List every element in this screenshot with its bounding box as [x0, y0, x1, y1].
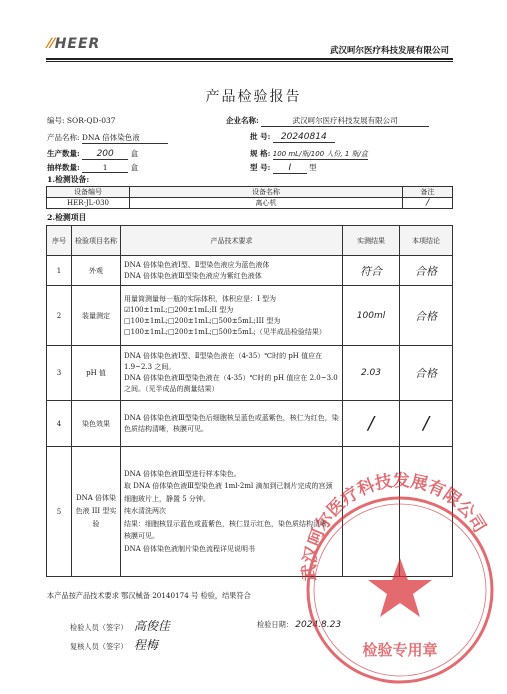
equipment-table-header	[47, 187, 453, 198]
row-item: pH 值	[72, 346, 121, 401]
col-equipment-note: 备注	[403, 187, 453, 198]
svg-text:检验专用章: 检验专用章	[362, 641, 438, 659]
stamp-star-icon	[368, 558, 432, 617]
row-conclusion: /	[400, 401, 453, 447]
row-conclusion: 合格	[400, 346, 453, 401]
conclusion-line: 本产品按产品技术要求 鄂汉械备 20140174 号 检验，结果符合	[47, 591, 251, 600]
col-requirement: 产品技术要求	[121, 226, 343, 256]
row-result: 100ml	[343, 286, 400, 346]
enterprise-name: 企业名称: 武汉呵尔医疗科技发展有限公司	[226, 115, 429, 127]
row-no: 4	[47, 401, 72, 447]
row-requirement: DNA 倍体染色液Ⅰ型、Ⅱ型染色液应为蓝色液体 DNA 倍体染色液Ⅲ型染色液应为紫红色液体	[121, 256, 343, 286]
reviewer-signature-line: 复核人员（签字） 程梅	[70, 638, 158, 652]
table-row	[47, 286, 453, 346]
inspection-date: 检验日期： 2024.8.23	[257, 620, 342, 630]
document-title: 产品检验报告	[205, 89, 302, 105]
row-no: 2	[47, 286, 72, 346]
product-name: 产品名称: DNA 倍体染色液	[47, 132, 168, 144]
reviewer-signature: 程梅	[133, 638, 158, 652]
row-requirement: DNA 倍体染色液Ⅲ型染色后细胞核呈蓝色或蓝紫色，核仁为红色，染色质结构清晰，核膜可见。	[121, 401, 343, 447]
row-no: 5	[47, 447, 72, 577]
col-item: 检验项目名称	[72, 226, 121, 256]
row-conclusion: 合格	[400, 286, 453, 346]
row-item: 外观	[72, 256, 121, 286]
col-equipment-id: 设备编号	[47, 187, 130, 198]
equipment-id: HER-JL-030	[47, 198, 130, 209]
equipment-note: /	[403, 198, 453, 209]
production-quantity: 生产数量: 200 盒	[47, 149, 139, 159]
batch-number: 批 号: 20240814	[250, 131, 335, 143]
col-conclusion: 本项结论	[400, 226, 453, 256]
col-result: 实测结果	[343, 226, 400, 256]
row-requirement: DNA 倍体染色液Ⅲ型进行样本染色。 取 DNA 倍体染色液Ⅲ型染色液 1ml-2ml 滴加到已制片完成的宫颈细胞玻片上，静置 5 分钟。 纯水清洗两次 结果：细胞核显示蓝色或蓝紫色，核仁显示红色，染色质结构清晰，核膜可见。 DNA 倍体染色液制片染色流程详见说明书	[121, 447, 343, 577]
inspection-stamp	[290, 470, 507, 690]
stamp-seal-icon	[290, 470, 507, 690]
equipment-table	[46, 186, 453, 209]
row-item: DNA 倍体染色液 III 型实验	[72, 447, 121, 577]
model: 型 号: I 型	[250, 163, 317, 173]
table-row	[47, 198, 453, 209]
header-company-name: 武汉呵尔医疗科技发展有限公司	[329, 46, 449, 56]
inspection-date-value: 2024.8.23	[295, 620, 342, 630]
row-item: 装量测定	[72, 286, 121, 346]
header-rule	[46, 58, 453, 60]
inspector-signature: 高俊佳	[133, 619, 170, 633]
row-item: 染色效果	[72, 401, 121, 447]
row-result: /	[343, 401, 400, 447]
row-conclusion: 合格	[400, 256, 453, 286]
col-equipment-name: 设备名称	[130, 187, 403, 198]
row-requirement: 用量筒测量每一瓶的实际体积，体积应是：I 型为☑100±1mL;□200±1mL;II 型为□100±1mL;□200±1mL;□500±5mL;III 型为□100±1mL;□200±1mL;□500±5mL;（见半成品检验结果）	[121, 286, 343, 346]
logo-mark-icon: ⁄⁄	[48, 36, 55, 52]
specification: 规 格: 100 mL/瓶/100 人份, 1 瓶/盒	[250, 149, 368, 158]
equipment-name: 离心机	[130, 198, 403, 209]
svg-text:武汉呵尔医疗科技发展有限公司: 武汉呵尔医疗科技发展有限公司	[299, 471, 490, 582]
row-requirement: DNA 倍体染色液Ⅰ型、Ⅱ型染色液在（4-35）℃时的 pH 值应在 1.9~2.3 之间。 DNA 倍体染色液Ⅲ型染色液在（4-35）℃时的 pH 值应在 2.0~3.0 之间。（见半成品的测量结果）	[121, 346, 343, 401]
row-no: 3	[47, 346, 72, 401]
tests-table-header	[47, 226, 453, 256]
sample-quantity: 抽样数量: 1 盒	[47, 163, 139, 172]
table-row	[47, 346, 453, 401]
tests-section-title: 2.检测项目	[47, 213, 87, 222]
company-logo	[48, 36, 100, 52]
row-result: 符合	[343, 256, 400, 286]
logo-text: HEER	[54, 36, 101, 52]
row-result: 2.03	[343, 346, 400, 401]
col-no: 序号	[47, 226, 72, 256]
table-row	[47, 401, 453, 447]
inspector-signature-line: 检验人员（签字） 高俊佳	[70, 619, 170, 633]
report-number: 编号: SOR-QD-037	[47, 116, 116, 125]
table-row	[47, 256, 453, 286]
header-rule-thin	[46, 61, 453, 62]
equipment-section-title: 1.检测设备:	[47, 175, 90, 184]
row-no: 1	[47, 256, 72, 286]
